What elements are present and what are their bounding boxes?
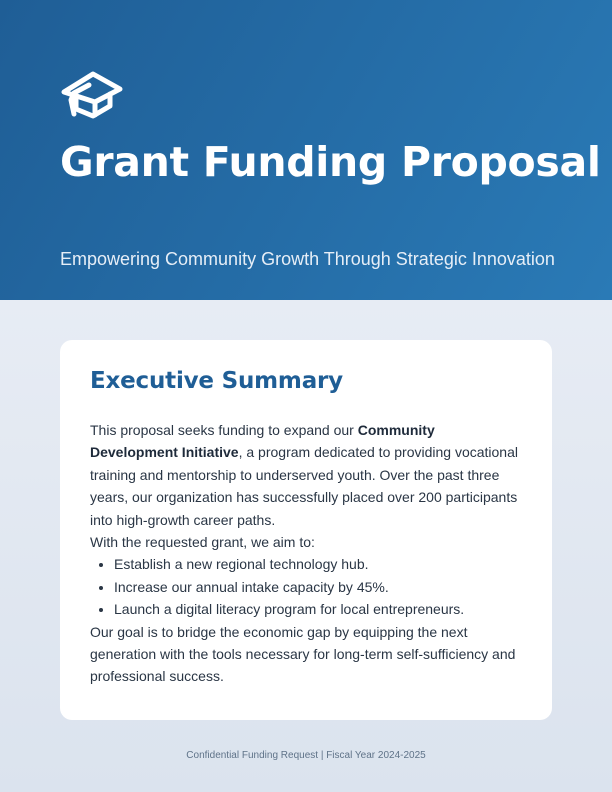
aims-list [90, 553, 525, 620]
list-item: • Establish a new regional technology hub. [114, 553, 525, 575]
closing-paragraph: Our goal is to bridge the economic gap by equipping the next generation with the tools necessary for long-term self-sufficiency and professional success. [90, 623, 516, 685]
footer-text: Confidential Funding Request | Fiscal Year 2024-2025 [186, 750, 426, 761]
list-item: • Launch a digital literacy program for local entrepreneurs. [114, 598, 525, 620]
intro-text: This proposal seeks funding to expand our [90, 422, 358, 438]
summary-body [90, 419, 525, 688]
page-title: Grant Funding Proposal [60, 138, 601, 186]
section-heading: Executive Summary [90, 368, 343, 394]
intro-paragraph [90, 419, 525, 531]
aims-intro: With the requested grant, we aim to: [90, 534, 315, 551]
page-subtitle: Empowering Community Growth Through Strategic Innovation [60, 249, 555, 269]
program-name: Community Development Initiative [90, 422, 435, 461]
header-banner [0, 0, 612, 300]
graduation-cap-icon [60, 66, 124, 120]
list-item: • Increase our annual intake capacity by 45%. [114, 576, 525, 598]
executive-summary-card [60, 340, 552, 720]
intro-text-continued: , a program dedicated to providing vocational training and mentorship to underserved youth. Over the past three years, our organization has successfully placed over 200 participants into high-growth career paths. [90, 444, 518, 528]
